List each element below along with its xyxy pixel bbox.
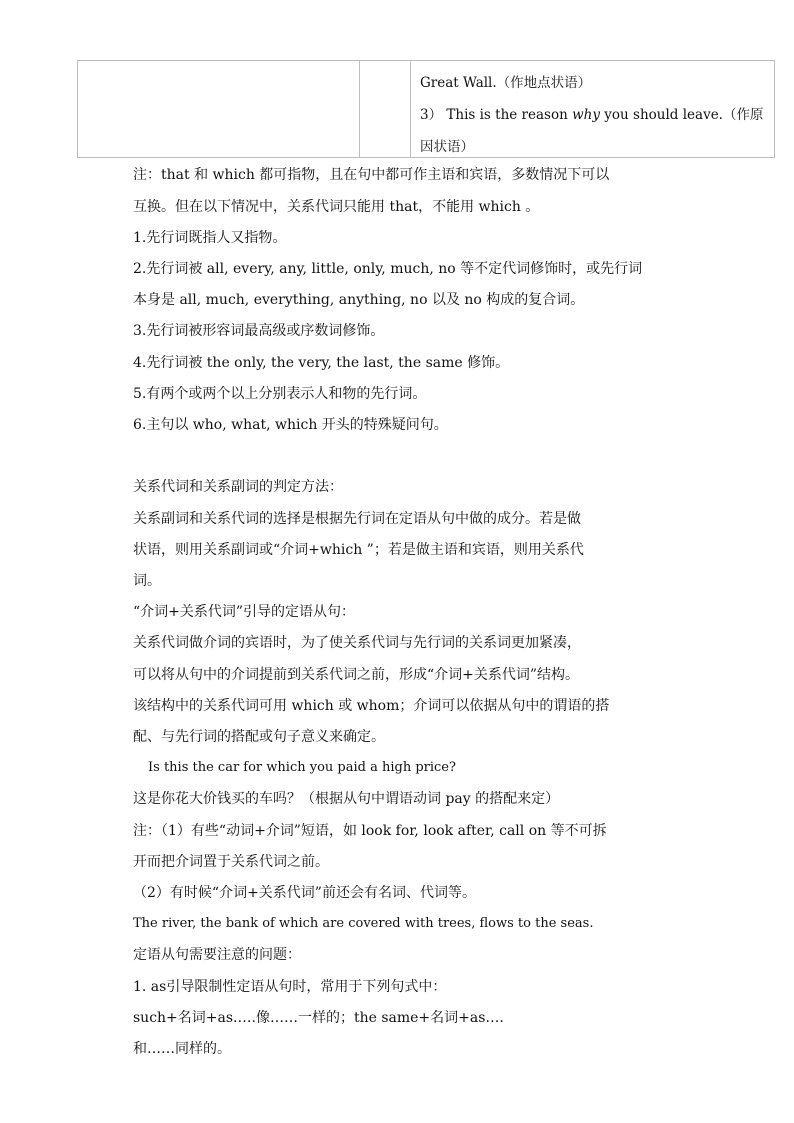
cell-line: Great Wall.（作地点状语） <box>420 75 592 91</box>
column-divider <box>359 61 360 157</box>
text-line: 互换。但在以下情况中，关系代词只能用 that，不能用 which 。 <box>133 199 540 215</box>
rule-item: 3.先行词被形容词最高级或序数词修饰。 <box>133 323 385 339</box>
text-line: 该结构中的关系代词可用 which 或 whom；介词可以依据从句中的谓语的搭 <box>133 698 610 714</box>
table-row <box>77 60 775 158</box>
text-line: 关系副词和关系代词的选择是根据先行词在定语从句中做的成分。若是做 <box>133 511 581 527</box>
cell-line: 3） This is the reason why you should leave.（作原 <box>420 107 764 123</box>
example-sentence: The river, the bank of which are covered with trees, flows to the seas. <box>133 916 594 931</box>
text-line: 本身是 all, much, everything, anything, no 以及 no 构成的复合词。 <box>133 292 585 308</box>
note-line: 注：（1）有些“动词+介词”短语，如 look for, look after, call on 等不可拆 <box>133 823 607 839</box>
table-cell <box>420 67 766 163</box>
section-heading: 定语从句需要注意的问题： <box>133 947 301 963</box>
text-line: 开而把介词置于关系代词之前。 <box>133 854 329 870</box>
rule-item: 2.先行词被 all, every, any, little, only, much, no 等不定代词修饰时，或先行词 <box>133 261 643 277</box>
rule-item: 4.先行词被 the only, the very, the last, the same 修饰。 <box>133 355 510 371</box>
cell-line: 因状语） <box>420 139 474 155</box>
text-line: 状语，则用关系副词或“介词+which ”；若是做主语和宾语，则用关系代 <box>133 542 584 558</box>
text-line: 词。 <box>133 573 161 589</box>
column-divider <box>410 61 411 157</box>
rule-item: 1. as引导限制性定语从句时，常用于下列句式中： <box>133 979 447 995</box>
section-heading: 关系代词和关系副词的判定方法： <box>133 479 343 495</box>
text-line: such+名词+as.….像……一样的；the same+名词+as…. <box>133 1010 504 1026</box>
rule-item: 6.主句以 who, what, which 开头的特殊疑问句。 <box>133 417 448 433</box>
note-that-which: 注：that 和 which 都可指物，且在句中都可作主语和宾语，多数情况下可以 <box>133 167 610 183</box>
note-line: （2）有时候“介词+关系代词”前还会有名词、代词等。 <box>133 885 476 901</box>
translation: 这是你花大价钱买的车吗？（根据从句中谓语动词 pay 的搭配来定） <box>133 791 560 807</box>
text-line: 和……同样的。 <box>133 1041 231 1057</box>
text-line: 配、与先行词的搭配或句子意义来确定。 <box>133 729 385 745</box>
rule-item: 1.先行词既指人又指物。 <box>133 230 287 246</box>
text-line: 可以将从句中的介词提前到关系代词之前，形成“介词+关系代词”结构。 <box>133 667 580 683</box>
text-line: 关系代词做介词的宾语时，为了使关系代词与先行词的关系词更加紧凑， <box>133 635 581 651</box>
section-heading: “介词+关系代词”引导的定语从句： <box>133 604 356 620</box>
example-sentence: Is this the car for which you paid a high price? <box>148 760 456 775</box>
rule-item: 5.有两个或两个以上分别表示人和物的先行词。 <box>133 386 427 402</box>
